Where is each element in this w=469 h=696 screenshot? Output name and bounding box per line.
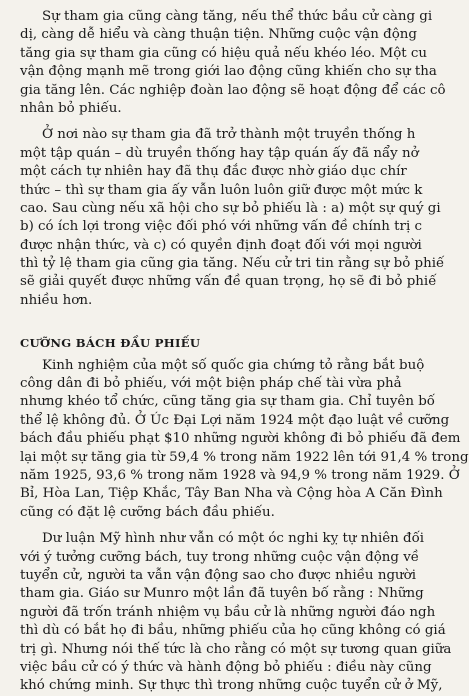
text-line: vận động mạnh mẽ trong giới lao động cũng khiến cho sự tha <box>20 64 437 80</box>
text-line: bách đầu phiếu phạt $10 những người không đi bỏ phiếu đã đem <box>20 431 461 447</box>
text-line: khó chứng minh. Sự thực thì trong những cuộc tuyển cử ở Mỹ, <box>20 678 443 694</box>
text-line: tuyển cử, người ta vẫn vận động sao cho được nhiều người <box>20 567 416 583</box>
text-line: tăng gia sự tham gia cũng có hiệu quả nếu khéo léo. Một cu <box>20 45 428 61</box>
text-line: gia tăng lên. Các nghiệp đoàn lao động sẽ hoạt động để các cô <box>20 82 446 98</box>
text-line: năm 1925, 93,6 % trong năm 1928 và 94,9 % trong năm 1929. Ở <box>20 467 460 483</box>
text-line: Sự tham gia cũng càng tăng, nếu thể thức bầu cử càng gi <box>42 9 433 24</box>
paragraph-2 <box>20 126 460 310</box>
text-line: Ở nơi nào sự tham gia đã trở thành một truyền thống h <box>42 127 416 143</box>
text-line: với ý tưởng cưỡng bách, tuy trong những cuộc vận động về <box>20 549 420 565</box>
text-line: Kinh nghiệm của một số quốc gia chứng tỏ rằng bắt buộ <box>42 357 425 373</box>
text-line: một cách tự nhiên hay đã thụ đắc được nhờ giáo dục chír <box>20 164 407 180</box>
text-line: Bỉ, Hòa Lan, Tiệp Khắc, Tây Ban Nha và Cộng hòa A Căn Đình <box>20 486 443 502</box>
text-line: Dư luận Mỹ hình như vẫn có một óc nghi kỵ tự nhiên đối <box>42 531 425 547</box>
paragraph-1 <box>20 8 460 118</box>
text-line: người đã trốn tránh nhiệm vụ bầu cử là những người đáo ngh <box>20 604 436 620</box>
text-line: nhân bỏ phiếu. <box>20 100 122 116</box>
text-line: được nhận thức, và c) có quyền định đoạt đối với mọi người <box>20 237 422 253</box>
text-line: b) có ích lợi trong việc đối phó với những vấn đề chính trị c <box>20 219 423 235</box>
text-line: nhưng khéo tổ chức, cũng tăng gia sự tham gia. Chỉ tuyên bố <box>20 394 435 410</box>
section-heading: CƯỠNG BÁCH ĐẦU PHIẾU <box>20 336 201 351</box>
text-line: việc bầu cử có ý thức và hành động bỏ phiếu : điều này cũng <box>20 659 432 675</box>
document-text <box>20 8 469 696</box>
text-line: thì tỷ lệ tham gia cũng gia tăng. Nếu cử tri tin rằng sự bỏ phiế <box>20 256 445 272</box>
text-line: thức – thì sự tham gia ấy vẫn luôn luôn giữ được một mức k <box>20 182 423 198</box>
paragraph-3 <box>20 357 469 523</box>
text-line: lại một sự tăng gia từ 59,4 % trong năm 1922 lên tới 91,4 % trong <box>20 449 469 465</box>
text-line: thể lệ không đủ. Ở Úc Đại Lợi năm 1924 một đạo luật về cưỡng <box>20 412 450 428</box>
text-line: dị, càng dễ hiểu và càng thuận tiện. Những cuộc vận động <box>20 27 417 43</box>
text-line: cao. Sau cùng nếu xã hội cho sự bỏ phiếu là : a) một sự quý gi <box>20 200 441 216</box>
text-line: nhiều hơn. <box>20 292 93 308</box>
paragraph-4 <box>20 530 460 696</box>
text-line: công dân đi bỏ phiếu, với một biện pháp chế tài vừa phả <box>20 376 402 392</box>
text-line: thì dù có bắt họ đi bầu, những phiếu của họ cũng không có giá <box>20 623 446 639</box>
text-line: cũng có đặt lệ cưỡng bách đầu phiếu. <box>20 504 275 520</box>
text-line: sẽ giải quyết được những vấn đề quan trọng, họ sẽ đi bỏ phiế <box>20 274 437 290</box>
text-line: tham gia. Giáo sư Munro một lần đã tuyên bố rằng : Những <box>20 586 424 602</box>
text-line: trị gì. Nhưng nói thế tức là cho rằng có một sự tương quan giữa <box>20 641 452 657</box>
text-line: một tập quán – dù truyền thống hay tập quán ấy đã nẩy nở <box>20 145 419 161</box>
